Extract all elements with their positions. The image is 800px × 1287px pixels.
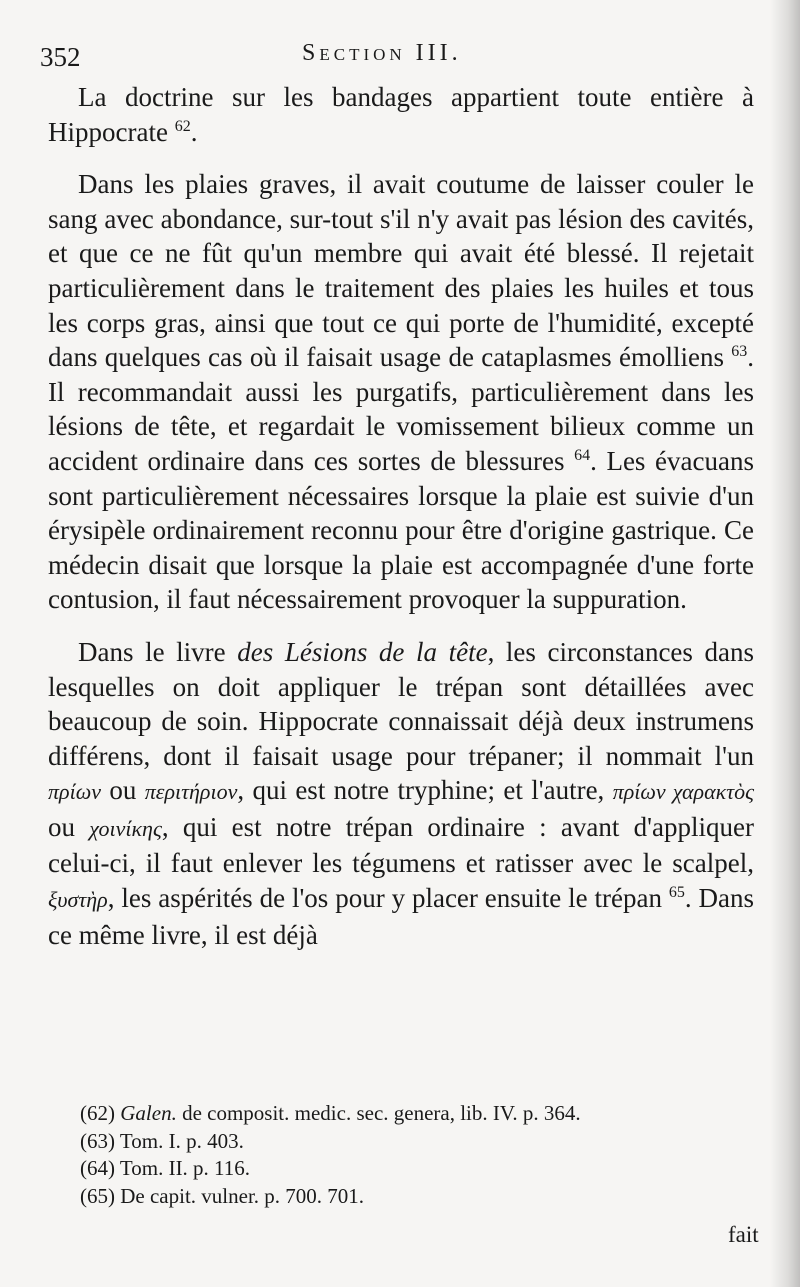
paragraph-3: [48, 635, 754, 952]
footnote-ref-64: 64: [574, 446, 591, 464]
footnote-ref-65: 65: [668, 884, 685, 902]
book-title-italic: des Lésions de la tête: [237, 636, 488, 667]
paragraph-3-text-b: , les circonstances dans lesquelles on doit appliquer le trépan sont détaillées avec beaucoup de soin. Hippocrate connaissait déjà deux instrumens différens, dont il faisait usage pour trépaner; il nommait l'un: [48, 636, 754, 771]
paragraph-2: [48, 167, 754, 617]
paragraph-2-text-a: Dans les plaies graves, il avait coutume de laisser couler le sang avec abondance, sur-tout s'il n'y avait pas lésion des cavités, et que ce ne fût qu'un membre qui avait été blessé. Il rejetait particulièrement dans le traitement des plaies les huiles et tous les corps gras, ainsi que tout ce qui porte de l'humidité, excepté dans quelques cas où il faisait usage de cataplasmes émolliens: [48, 169, 754, 373]
footnote-65-text: De capit. vulner. p. 700. 701.: [120, 1183, 365, 1208]
body-text: [48, 80, 754, 970]
paragraph-3-text-a: Dans le livre: [78, 636, 226, 667]
paragraph-3-text-e: , les aspérités de l'os pour y placer ensuite le trépan: [107, 883, 662, 914]
footnote-64-text: Tom. II. p. 116.: [119, 1156, 251, 1180]
footnotes: [80, 1100, 740, 1210]
greek-term-2: περιτήριον: [144, 779, 238, 805]
footnote-63-text: Tom. I. p. 403.: [119, 1128, 244, 1153]
footnote-62-author: Galen.: [120, 1101, 177, 1125]
page-header: [40, 36, 760, 76]
greek-term-4: χοινίκης: [89, 815, 162, 841]
paragraph-3-text-d: , qui est notre trépan ordinaire : avant d'appliquer celui-ci, il faut enlever les tégumens et ratisser avec le scalpel,: [48, 811, 755, 879]
paragraph-1-text: La doctrine sur les bandages appartient toute entière à Hippocrate: [48, 82, 754, 147]
paragraph-3-text-f: . Dans ce même livre, il est déjà: [48, 883, 754, 950]
footnote-64: [80, 1155, 740, 1183]
paragraph-3-or-1: ou: [109, 775, 137, 806]
paragraph-3-or-2: ou: [48, 811, 75, 842]
footnote-63: [80, 1128, 740, 1156]
page-number: 352: [40, 42, 81, 72]
footnote-65: [80, 1183, 740, 1211]
paragraph-1-end: .: [190, 116, 198, 147]
footnote-64-number: (64): [80, 1156, 115, 1180]
paragraph-2-text-c: . Les évacuans sont particulièrement nécessaires lorsque la plaie est suivie d'un érysipèle ordinairement reconnu pour être d'origine gastrique. Ce médecin disait que lorsque la plaie est accompagnée d'une forte contusion, il faut nécessairement provoquer la suppuration.: [48, 445, 754, 615]
footnote-62: [80, 1100, 740, 1128]
footnote-65-number: (65): [80, 1183, 115, 1208]
page-edge-shadow: [770, 0, 800, 1287]
paragraph-3-text-c: , qui est notre tryphine; et l'autre,: [237, 775, 605, 806]
greek-term-3: πρίων χαρακτὸς: [612, 779, 755, 805]
paragraph-1: [48, 80, 754, 149]
footnote-62-number: (62): [80, 1101, 115, 1125]
paragraph-2-text-b: . Il recommandait aussi les purgatifs, particulièrement dans les lésions de tête, et regardait le vomissement bilieux comme un accident ordinaire dans ces sortes de blessures: [48, 342, 754, 476]
catchword: fait: [728, 1222, 759, 1247]
greek-term-5: ξυστὴρ: [48, 887, 108, 913]
greek-term-1: πρίων: [48, 779, 101, 805]
footnote-ref-62: 62: [174, 117, 191, 135]
footnote-62-text: de composit. medic. sec. genera, lib. IV. p. 364.: [182, 1101, 581, 1125]
footnote-ref-63: 63: [731, 343, 748, 361]
footnote-63-number: (63): [80, 1128, 115, 1153]
running-head: Section III.: [302, 40, 462, 66]
